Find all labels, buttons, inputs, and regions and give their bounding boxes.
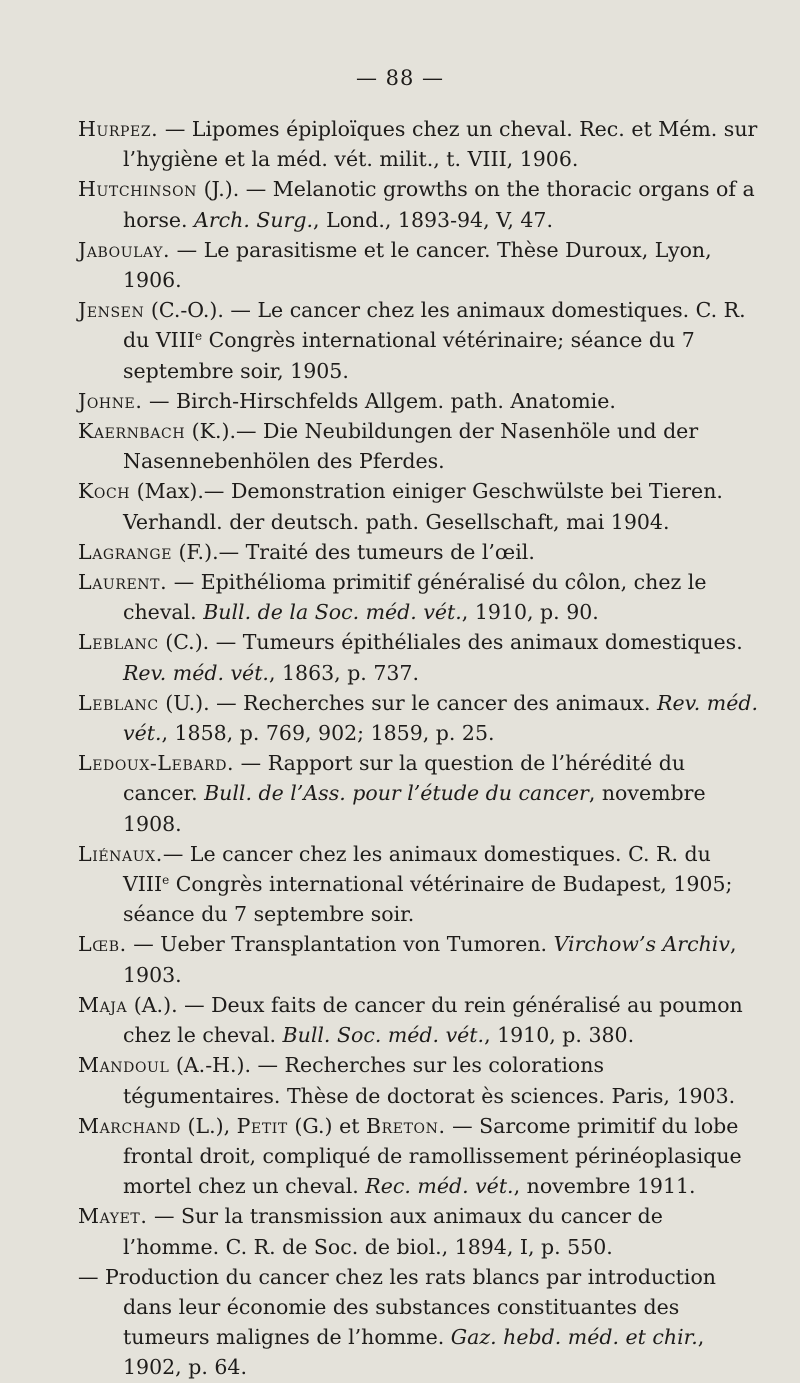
entry-text: , Lond., 1893-94, V, 47. xyxy=(313,207,553,232)
author-name: Koch xyxy=(78,479,131,504)
bibliography-entry xyxy=(78,386,758,416)
author-name: Johne. xyxy=(78,388,143,413)
entry-text: (C.-O.). — Le cancer chez les animaux domestiques. C. R. du VIII xyxy=(123,298,746,353)
author-name: Lagrange xyxy=(78,539,173,564)
entry-text: (L.), xyxy=(180,1113,237,1138)
entry-text: (G.) et xyxy=(287,1113,366,1138)
entry-text: , 1910, p. 90. xyxy=(461,600,599,625)
journal-title: Rev. méd. vét. xyxy=(123,660,269,685)
journal-title: Rev. méd. vét. xyxy=(123,690,758,746)
entry-text: , 1910, p. 380. xyxy=(484,1023,635,1048)
author-name: Breton. xyxy=(365,1113,446,1138)
author-name: Hurpez. xyxy=(78,117,159,141)
author-name: Jensen xyxy=(78,298,145,323)
author-name: Jaboulay. xyxy=(78,237,171,262)
journal-title: Bull. de l’Ass. pour l’étude du cancer xyxy=(204,781,589,806)
author-name: Mayet. xyxy=(78,1204,148,1229)
author-name: Kaernbach xyxy=(78,419,186,444)
bibliography-entry xyxy=(78,1111,758,1202)
entry-text: — Birch-Hirschfelds Allgem. path. Anatomie. xyxy=(142,388,616,413)
bibliography-entry xyxy=(78,416,758,476)
journal-title: Bull. de la Soc. méd. vét. xyxy=(203,600,462,625)
bibliography-entry xyxy=(78,114,758,174)
bibliography-entry xyxy=(78,839,758,930)
bibliography-entry xyxy=(78,1262,758,1383)
ordinal-superscript: e xyxy=(194,329,203,344)
entry-text: — Production du cancer chez les rats blancs par introduction dans leur économie des substances constituantes des tumeurs malignes de l’homme. xyxy=(78,1264,717,1350)
entry-text: — Lipomes épiploïques chez un cheval. Rec. et Mém. sur l’hygiène et la méd. vét. milit., t. VIII, 1906. xyxy=(123,117,758,172)
author-name: Laurent. xyxy=(78,570,168,595)
author-name: Ledoux-Lebard. xyxy=(78,751,235,776)
author-name: Liénaux. xyxy=(78,841,163,866)
entry-text: (K.).— Die Neubildungen der Nasenhöle und der Nasennebenhölen des Pferdes. xyxy=(123,419,699,474)
author-name: Hutchinson xyxy=(78,177,198,202)
journal-title: Virchow’s Archiv xyxy=(553,932,730,957)
entry-text: , 1858, p. 769, 902; 1859, p. 25. xyxy=(161,721,495,746)
bibliography-entry xyxy=(78,174,758,234)
author-name: Leblanc xyxy=(78,630,159,655)
bibliography-entry xyxy=(78,537,758,567)
bibliography-entry xyxy=(78,990,758,1050)
bibliography-entry xyxy=(78,1201,758,1261)
entry-text: , 1902, p. 64. xyxy=(123,1325,705,1380)
entry-text: , novembre 1911. xyxy=(513,1174,696,1199)
entry-text: (A.-H.). — Recherches sur les colorations tégumentaires. Thèse de doctorat ès sciences. Paris, 1903. xyxy=(123,1053,736,1108)
ordinal-superscript: e xyxy=(162,873,170,888)
entry-text: (A.). — Deux faits de cancer du rein généralisé au poumon chez le cheval. xyxy=(123,992,743,1048)
page-number: — 88 — xyxy=(355,66,445,90)
bibliography-list xyxy=(78,114,758,1383)
author-name: Petit xyxy=(236,1113,288,1138)
entry-text: — Rapport sur la question de l’hérédité du cancer. xyxy=(123,751,686,806)
author-name: Mandoul xyxy=(78,1053,170,1078)
author-name: Leblanc xyxy=(78,690,159,715)
entry-text: — Ueber Transplantation von Tumoren. xyxy=(126,932,554,957)
author-name: Maja xyxy=(78,992,128,1017)
author-name: Lœb. xyxy=(78,932,127,957)
bibliography-entry xyxy=(78,476,758,536)
entry-text: (J.). — Melanotic growths on the thoracic organs of a horse. xyxy=(123,177,755,232)
entry-text: — Le parasitisme et le cancer. Thèse Duroux, Lyon, 1906. xyxy=(123,237,712,293)
entry-text: (Max).— Demonstration einiger Geschwülste bei Tieren. Verhandl. der deutsch. path. Gesellschaft, mai 1904. xyxy=(123,479,723,534)
bibliography-entry xyxy=(78,748,758,839)
entry-text: (F.).— Traité des tumeurs de l’œil. xyxy=(172,539,535,564)
journal-title: Rec. méd. vét. xyxy=(365,1174,514,1199)
journal-title: Gaz. hebd. méd. et chir. xyxy=(450,1325,698,1350)
bibliography-entry xyxy=(78,567,758,627)
entry-text: , 1903. xyxy=(123,932,737,987)
entry-text: , novembre 1908. xyxy=(123,781,706,836)
bibliography-entry xyxy=(78,295,758,386)
bibliography-entry xyxy=(78,627,758,687)
entry-text: — Epithélioma primitif généralisé du côlon, chez le cheval. xyxy=(123,570,707,625)
bibliography-entry xyxy=(78,929,758,989)
bibliography-entry xyxy=(78,1050,758,1110)
entry-text: (U.). — Recherches sur le cancer des animaux. xyxy=(158,690,658,715)
bibliography-entry xyxy=(78,688,758,748)
entry-text: (C.). — Tumeurs épithéliales des animaux domestiques. xyxy=(158,630,743,655)
journal-title: Arch. Surg. xyxy=(194,207,314,232)
entry-text: , 1863, p. 737. xyxy=(268,660,419,685)
journal-title: Bull. Soc. méd. vét. xyxy=(282,1023,485,1048)
entry-text: — Sarcome primitif du lobe frontal droit, compliqué de ramollissement périnéoplasique mortel chez un cheval. xyxy=(123,1113,742,1199)
author-name: Marchand xyxy=(78,1113,181,1138)
entry-text: Congrès international vétérinaire de Budapest, 1905; séance du 7 septembre soir. xyxy=(123,872,733,927)
bibliography-entry xyxy=(78,235,758,295)
entry-text: Congrès international vétérinaire; séance du 7 septembre soir, 1905. xyxy=(123,328,695,383)
entry-text: — Sur la transmission aux animaux du cancer de l’homme. C. R. de Soc. de biol., 1894, I, p. 550. xyxy=(123,1204,663,1259)
entry-text: — Le cancer chez les animaux domestiques. C. R. du VIII xyxy=(123,841,711,897)
